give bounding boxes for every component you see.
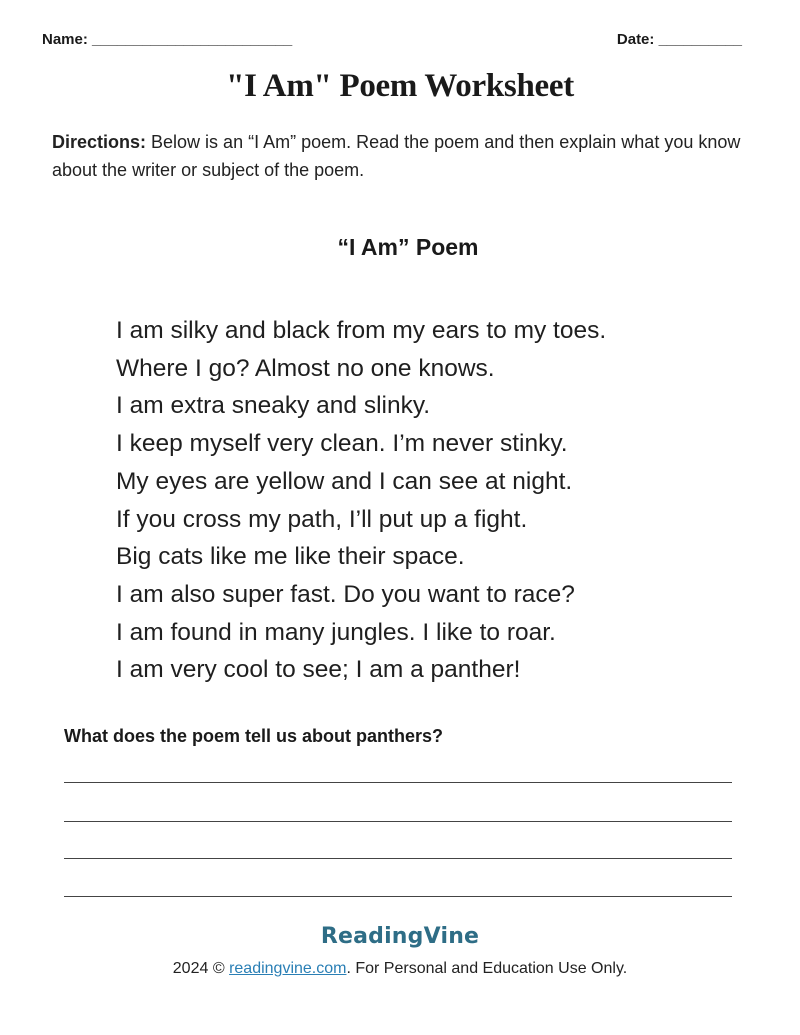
footer-suffix: . For Personal and Education Use Only.	[346, 960, 628, 977]
answer-line[interactable]	[64, 896, 732, 897]
question-prompt: What does the poem tell us about panthers?	[64, 726, 444, 746]
poem-line: If you cross my path, I’ll put up a fight.	[116, 505, 528, 533]
footer	[0, 960, 800, 978]
poem-line: I keep myself very clean. I’m never stinky.	[116, 430, 568, 458]
poem-line: Big cats like me like their space.	[116, 543, 465, 571]
poem-line: I am silky and black from my ears to my toes.	[116, 317, 607, 344]
page-title: "I Am" Poem Worksheet	[226, 68, 574, 104]
readingvine-logo: ReadingVine	[320, 924, 480, 949]
header-row	[42, 31, 742, 53]
directions-label: Directions:	[52, 132, 147, 152]
poem-body	[116, 312, 606, 689]
answer-line[interactable]	[64, 821, 732, 822]
footer-prefix: 2024 ©	[172, 960, 230, 977]
date-field-label: Date: __________	[616, 31, 742, 48]
directions	[52, 128, 752, 184]
poem-line: I am extra sneaky and slinky.	[116, 392, 431, 420]
poem-line: I am found in many jungles. I like to roar.	[116, 618, 556, 646]
footer-link[interactable]: readingvine.com	[229, 960, 347, 977]
poem-title: “I Am” Poem	[337, 234, 479, 260]
name-field-label: Name: ________________________	[42, 31, 293, 48]
poem-line: I am also super fast. Do you want to race?	[116, 580, 575, 608]
answer-line[interactable]	[64, 858, 732, 859]
poem-line: I am very cool to see; I am a panther!	[116, 656, 521, 684]
directions-text: Below is an “I Am” poem. Read the poem and then explain what you know about the writer or subject of the poem.	[52, 132, 741, 180]
poem-line: My eyes are yellow and I can see at night.	[116, 467, 573, 495]
answer-line[interactable]	[64, 782, 732, 783]
poem-line: Where I go? Almost no one knows.	[116, 354, 495, 382]
